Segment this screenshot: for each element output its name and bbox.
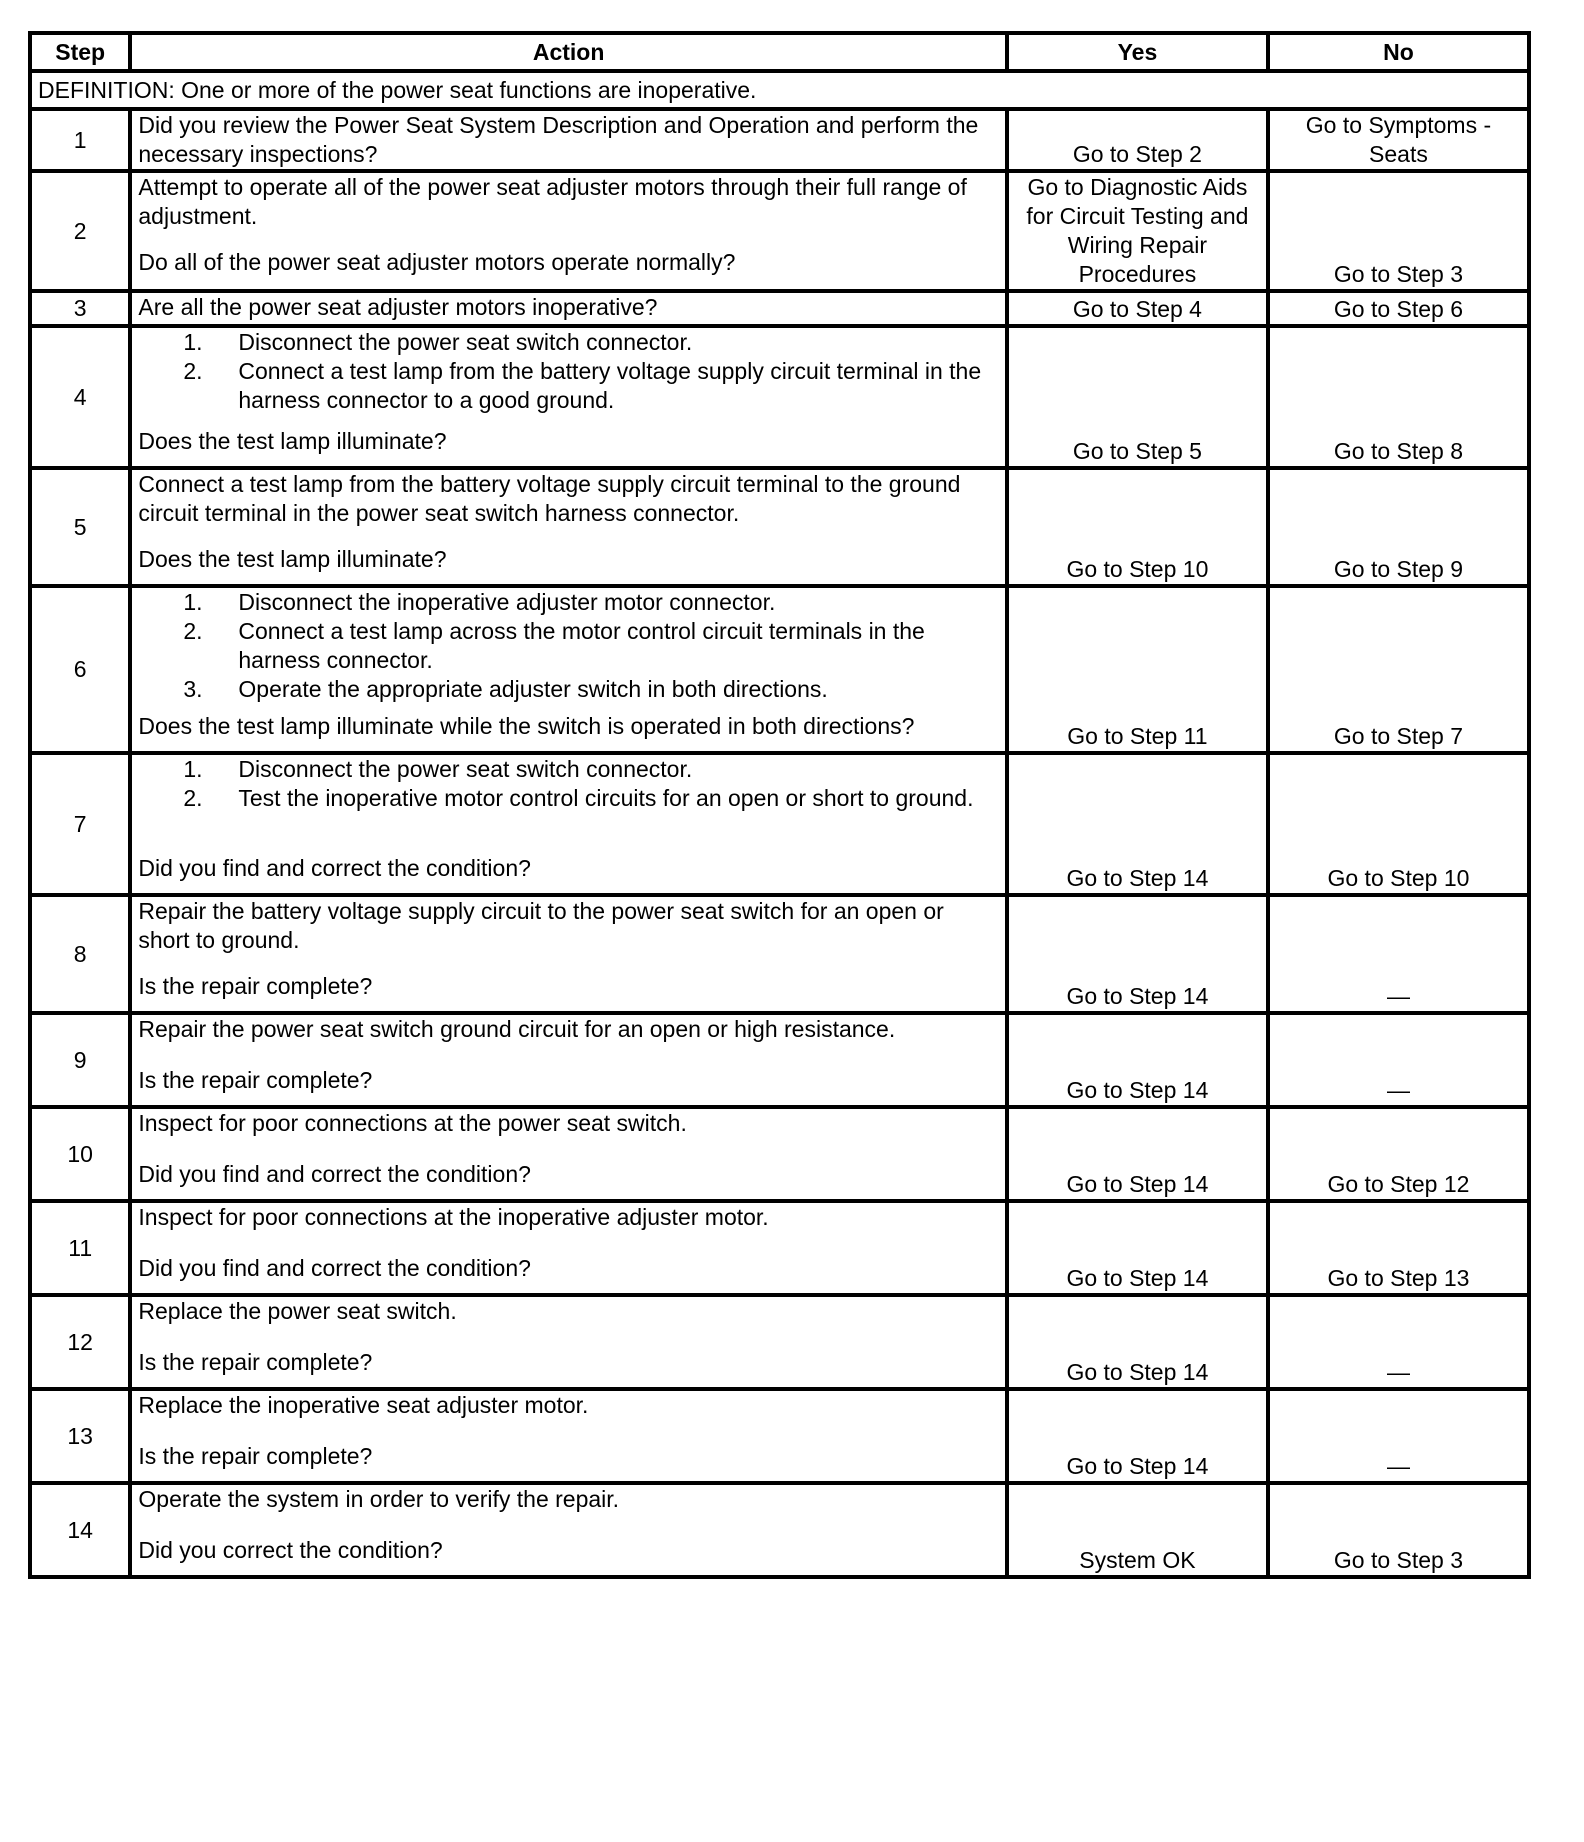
no-result: Go to Step 8 <box>1268 326 1529 468</box>
step-number: 7 <box>30 753 130 895</box>
list-item-text: Operate the appropriate adjuster switch in both directions. <box>238 676 828 702</box>
list-item <box>183 755 999 784</box>
action-cell <box>130 1107 1007 1201</box>
step-row <box>30 586 1529 753</box>
step-row <box>30 1201 1529 1295</box>
action-cell <box>130 895 1007 1013</box>
list-item-text: Disconnect the power seat switch connector. <box>238 329 693 355</box>
action-question: Is the repair complete? <box>138 1443 373 1469</box>
action-question: Did you find and correct the condition? <box>138 1255 531 1281</box>
yes-result: Go to Step 5 <box>1007 326 1268 468</box>
yes-result: Go to Step 14 <box>1007 895 1268 1013</box>
action-question: Does the test lamp illuminate while the switch is operated in both directions? <box>138 713 915 739</box>
step-row <box>30 468 1529 586</box>
no-result: Go to Step 12 <box>1268 1107 1529 1201</box>
yes-result: Go to Diagnostic Aids for Circuit Testing and Wiring Repair Procedures <box>1007 171 1268 291</box>
step-row <box>30 109 1529 171</box>
header-row <box>30 33 1529 71</box>
action-question: Did you find and correct the condition? <box>138 855 531 881</box>
action-question: Did you correct the condition? <box>138 1537 443 1563</box>
list-item <box>183 675 999 704</box>
action-cell <box>130 1295 1007 1389</box>
no-result: Go to Step 10 <box>1268 753 1529 895</box>
step-number: 5 <box>30 468 130 586</box>
action-steps-list <box>138 328 999 415</box>
list-item-number: 1. <box>183 756 203 782</box>
step-number: 3 <box>30 291 130 326</box>
list-item-number: 2. <box>183 358 203 384</box>
no-result: Go to Symptoms - Seats <box>1268 109 1529 171</box>
yes-result: Go to Step 11 <box>1007 586 1268 753</box>
action-instruction: Are all the power seat adjuster motors inoperative? <box>138 294 658 320</box>
step-row <box>30 895 1529 1013</box>
step-number: 10 <box>30 1107 130 1201</box>
list-item-number: 2. <box>183 785 203 811</box>
action-question: Does the test lamp illuminate? <box>138 546 447 572</box>
action-question: Did you find and correct the condition? <box>138 1161 531 1187</box>
list-item-number: 1. <box>183 589 203 615</box>
list-item <box>183 784 999 813</box>
action-steps-list <box>138 755 999 813</box>
step-row <box>30 326 1529 468</box>
action-cell <box>130 109 1007 171</box>
action-instruction: Did you review the Power Seat System Description and Operation and perform the necessary inspections? <box>138 112 979 167</box>
step-number: 13 <box>30 1389 130 1483</box>
list-item <box>183 588 999 617</box>
yes-result: Go to Step 14 <box>1007 1013 1268 1107</box>
yes-result: Go to Step 14 <box>1007 753 1268 895</box>
step-number: 14 <box>30 1483 130 1577</box>
step-row <box>30 1013 1529 1107</box>
action-question: Does the test lamp illuminate? <box>138 428 447 454</box>
action-cell <box>130 1013 1007 1107</box>
header-yes: Yes <box>1007 33 1268 71</box>
action-instruction: Replace the power seat switch. <box>138 1298 457 1324</box>
step-row <box>30 1389 1529 1483</box>
action-cell <box>130 468 1007 586</box>
list-item <box>183 617 999 675</box>
step-row <box>30 171 1529 291</box>
step-number: 12 <box>30 1295 130 1389</box>
action-cell <box>130 326 1007 468</box>
no-result: — <box>1268 895 1529 1013</box>
step-number: 2 <box>30 171 130 291</box>
no-result: Go to Step 9 <box>1268 468 1529 586</box>
list-item-number: 3. <box>183 676 203 702</box>
action-cell <box>130 1201 1007 1295</box>
definition-text: DEFINITION: One or more of the power seat functions are inoperative. <box>30 71 1529 109</box>
step-row <box>30 753 1529 895</box>
step-row <box>30 291 1529 326</box>
action-question: Is the repair complete? <box>138 1067 373 1093</box>
yes-result: Go to Step 14 <box>1007 1389 1268 1483</box>
list-item <box>183 357 999 415</box>
action-instruction: Connect a test lamp from the battery voltage supply circuit terminal to the ground circuit terminal in the power seat switch harness connector. <box>138 471 961 526</box>
action-steps-list <box>138 588 999 704</box>
step-number: 6 <box>30 586 130 753</box>
no-result: Go to Step 3 <box>1268 171 1529 291</box>
step-row <box>30 1483 1529 1577</box>
no-result: — <box>1268 1295 1529 1389</box>
header-action: Action <box>130 33 1007 71</box>
action-instruction: Attempt to operate all of the power seat adjuster motors through their full range of adjustment. <box>138 174 967 229</box>
list-item-text: Connect a test lamp across the motor control circuit terminals in the harness connector. <box>238 618 925 673</box>
step-row <box>30 1107 1529 1201</box>
yes-result: Go to Step 2 <box>1007 109 1268 171</box>
step-number: 11 <box>30 1201 130 1295</box>
action-question: Is the repair complete? <box>138 973 373 999</box>
action-instruction: Inspect for poor connections at the power seat switch. <box>138 1110 687 1136</box>
step-number: 9 <box>30 1013 130 1107</box>
action-question: Do all of the power seat adjuster motors operate normally? <box>138 249 736 275</box>
no-result: Go to Step 3 <box>1268 1483 1529 1577</box>
definition-row <box>30 71 1529 109</box>
step-number: 8 <box>30 895 130 1013</box>
list-item <box>183 328 999 357</box>
action-instruction: Operate the system in order to verify the repair. <box>138 1486 620 1512</box>
no-result: Go to Step 13 <box>1268 1201 1529 1295</box>
list-item-text: Disconnect the inoperative adjuster motor connector. <box>238 589 776 615</box>
no-result: — <box>1268 1013 1529 1107</box>
no-result: Go to Step 6 <box>1268 291 1529 326</box>
list-item-text: Test the inoperative motor control circuits for an open or short to ground. <box>238 785 974 811</box>
action-instruction: Repair the power seat switch ground circuit for an open or high resistance. <box>138 1016 896 1042</box>
no-result: Go to Step 7 <box>1268 586 1529 753</box>
action-question: Is the repair complete? <box>138 1349 373 1375</box>
step-row <box>30 1295 1529 1389</box>
list-item-text: Connect a test lamp from the battery voltage supply circuit terminal in the harness connector to a good ground. <box>238 358 982 413</box>
step-number: 1 <box>30 109 130 171</box>
action-instruction: Replace the inoperative seat adjuster motor. <box>138 1392 589 1418</box>
action-cell <box>130 753 1007 895</box>
no-result: — <box>1268 1389 1529 1483</box>
list-item-number: 2. <box>183 618 203 644</box>
yes-result: Go to Step 4 <box>1007 291 1268 326</box>
action-cell <box>130 1483 1007 1577</box>
step-number: 4 <box>30 326 130 468</box>
header-step: Step <box>30 33 130 71</box>
action-cell <box>130 1389 1007 1483</box>
header-no: No <box>1268 33 1529 71</box>
list-item-number: 1. <box>183 329 203 355</box>
action-cell <box>130 291 1007 326</box>
list-item-text: Disconnect the power seat switch connector. <box>238 756 693 782</box>
yes-result: System OK <box>1007 1483 1268 1577</box>
yes-result: Go to Step 14 <box>1007 1107 1268 1201</box>
action-cell <box>130 171 1007 291</box>
action-instruction: Repair the battery voltage supply circuit to the power seat switch for an open or short to ground. <box>138 898 944 953</box>
action-cell <box>130 586 1007 753</box>
yes-result: Go to Step 14 <box>1007 1201 1268 1295</box>
yes-result: Go to Step 10 <box>1007 468 1268 586</box>
yes-result: Go to Step 14 <box>1007 1295 1268 1389</box>
diagnostic-table <box>28 31 1531 1579</box>
action-instruction: Inspect for poor connections at the inoperative adjuster motor. <box>138 1204 769 1230</box>
